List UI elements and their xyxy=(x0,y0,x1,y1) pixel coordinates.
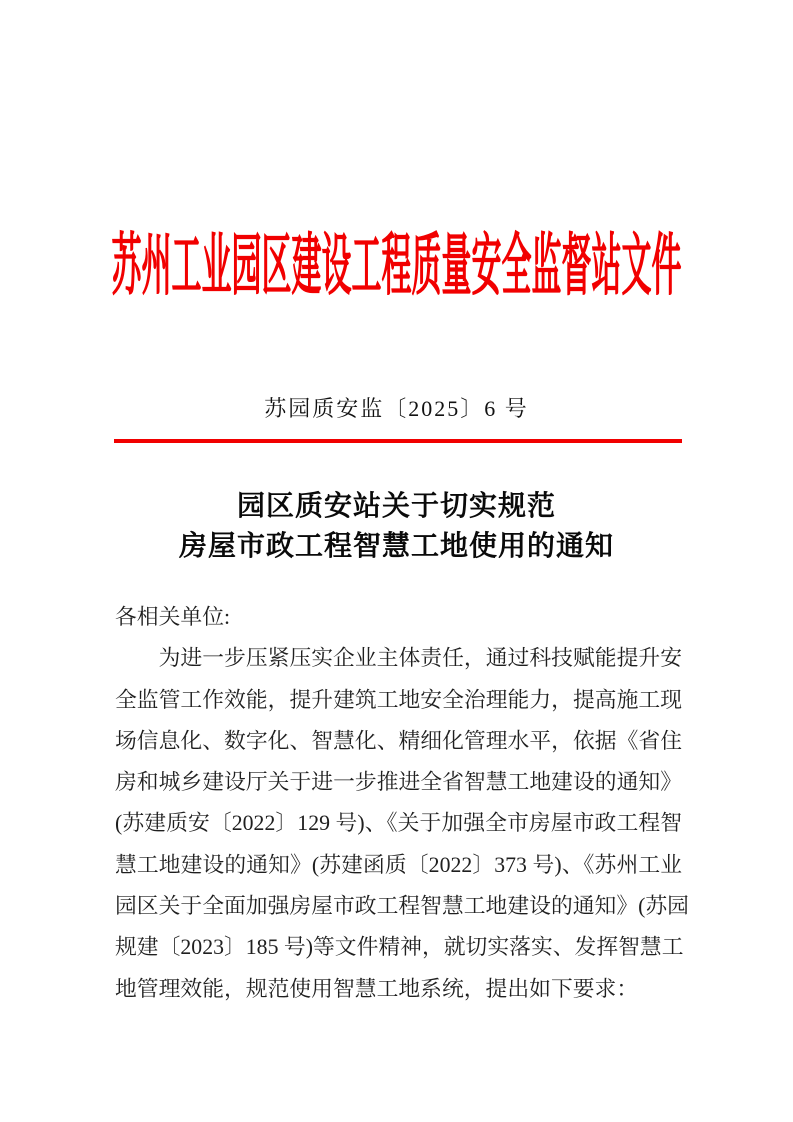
body-line: 规建〔2023〕185 号)等文件精神，就切实落实、发挥智慧工 xyxy=(115,935,684,960)
body-line: 地管理效能，规范使用智慧工地系统，提出如下要求： xyxy=(115,976,639,1001)
body-paragraph xyxy=(115,638,689,1010)
document-title-line2: 房屋市政工程智慧工地使用的通知 xyxy=(178,531,614,562)
doc-reference-number: 苏园质安监〔2025〕6 号 xyxy=(264,396,529,421)
salutation: 各相关单位: xyxy=(115,605,231,629)
body-line: 全监管工作效能，提升建筑工地安全治理能力，提高施工现 xyxy=(115,687,682,712)
letterhead-org-title: 苏州工业园区建设工程质量安全监督站文件 xyxy=(111,229,682,304)
letterhead-banner xyxy=(0,222,793,304)
red-divider-rule xyxy=(114,439,682,443)
body-line: 慧工地建设的通知》(苏建函质〔2022〕373 号)、《苏州工业 xyxy=(115,852,682,877)
document-title xyxy=(0,487,793,567)
body-line: 房和城乡建设厅关于进一步推进全省智慧工地建设的通知》 xyxy=(115,770,682,795)
document-title-line1: 园区质安站关于切实规范 xyxy=(236,491,556,522)
body-line: 为进一步压紧压实企业主体责任，通过科技赋能提升安 xyxy=(158,646,682,671)
body-line: 园区关于全面加强房屋市政工程智慧工地建设的通知》(苏园 xyxy=(115,894,689,919)
document-body xyxy=(115,597,689,1010)
body-line: 场信息化、数字化、智慧化、精细化管理水平，依据《省住 xyxy=(115,728,682,753)
body-line: (苏建质安〔2022〕129 号)、《关于加强全市房屋市政工程智 xyxy=(115,811,682,836)
